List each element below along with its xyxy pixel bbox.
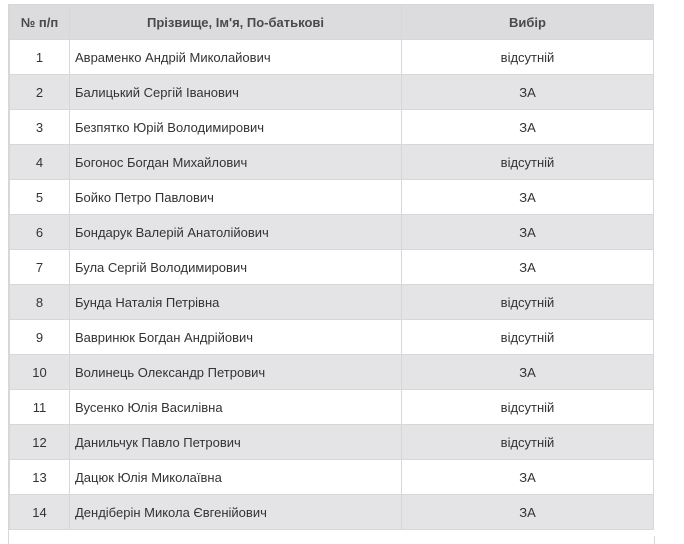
table-row bbox=[10, 145, 654, 180]
row-full-name: Богонос Богдан Михайлович bbox=[70, 145, 402, 180]
row-number: 8 bbox=[10, 285, 70, 320]
row-choice: ЗА bbox=[402, 110, 654, 145]
row-choice: ЗА bbox=[402, 495, 654, 530]
row-choice: ЗА bbox=[402, 460, 654, 495]
row-choice: відсутній bbox=[402, 320, 654, 355]
row-number: 13 bbox=[10, 460, 70, 495]
row-number: 3 bbox=[10, 110, 70, 145]
row-choice: ЗА bbox=[402, 180, 654, 215]
table-row bbox=[10, 250, 654, 285]
row-full-name: Дацюк Юлія Миколаївна bbox=[70, 460, 402, 495]
row-number: 9 bbox=[10, 320, 70, 355]
table-row bbox=[10, 40, 654, 75]
row-choice: відсутній bbox=[402, 390, 654, 425]
row-full-name: Авраменко Андрій Миколайович bbox=[70, 40, 402, 75]
table-row bbox=[10, 110, 654, 145]
row-full-name: Балицький Сергій Іванович bbox=[70, 75, 402, 110]
row-number: 14 bbox=[10, 495, 70, 530]
row-full-name: Дендіберін Микола Євгенійович bbox=[70, 495, 402, 530]
row-full-name: Данильчук Павло Петрович bbox=[70, 425, 402, 460]
row-choice: відсутній bbox=[402, 145, 654, 180]
header-choice: Вибір bbox=[402, 5, 654, 40]
table-row bbox=[10, 460, 654, 495]
table-row bbox=[10, 320, 654, 355]
header-number: № п/п bbox=[10, 5, 70, 40]
page-gutter bbox=[654, 0, 684, 536]
row-full-name: Бунда Наталія Петрівна bbox=[70, 285, 402, 320]
row-full-name: Бондарук Валерій Анатолійович bbox=[70, 215, 402, 250]
table-row bbox=[10, 355, 654, 390]
header-full-name: Прізвище, Ім'я, По-батькові bbox=[70, 5, 402, 40]
table-row bbox=[10, 180, 654, 215]
row-number: 4 bbox=[10, 145, 70, 180]
vote-results-table bbox=[9, 4, 654, 530]
row-full-name: Вусенко Юлія Василівна bbox=[70, 390, 402, 425]
table-row bbox=[10, 425, 654, 460]
row-full-name: Волинець Олександр Петрович bbox=[70, 355, 402, 390]
row-number: 12 bbox=[10, 425, 70, 460]
row-number: 1 bbox=[10, 40, 70, 75]
row-full-name: Безпятко Юрій Володимирович bbox=[70, 110, 402, 145]
table-row bbox=[10, 495, 654, 530]
row-choice: ЗА bbox=[402, 75, 654, 110]
row-choice: відсутній bbox=[402, 40, 654, 75]
table-row bbox=[10, 75, 654, 110]
row-choice: ЗА bbox=[402, 250, 654, 285]
row-choice: ЗА bbox=[402, 355, 654, 390]
row-choice: відсутній bbox=[402, 285, 654, 320]
table-row bbox=[10, 215, 654, 250]
row-number: 10 bbox=[10, 355, 70, 390]
table-header-row bbox=[10, 5, 654, 40]
row-number: 5 bbox=[10, 180, 70, 215]
table-row bbox=[10, 285, 654, 320]
vote-results-table-container bbox=[8, 4, 655, 544]
row-number: 11 bbox=[10, 390, 70, 425]
row-full-name: Вавринюк Богдан Андрійович bbox=[70, 320, 402, 355]
row-full-name: Була Сергій Володимирович bbox=[70, 250, 402, 285]
row-number: 6 bbox=[10, 215, 70, 250]
row-choice: ЗА bbox=[402, 215, 654, 250]
row-number: 2 bbox=[10, 75, 70, 110]
row-choice: відсутній bbox=[402, 425, 654, 460]
row-number: 7 bbox=[10, 250, 70, 285]
row-full-name: Бойко Петро Павлович bbox=[70, 180, 402, 215]
table-row bbox=[10, 390, 654, 425]
